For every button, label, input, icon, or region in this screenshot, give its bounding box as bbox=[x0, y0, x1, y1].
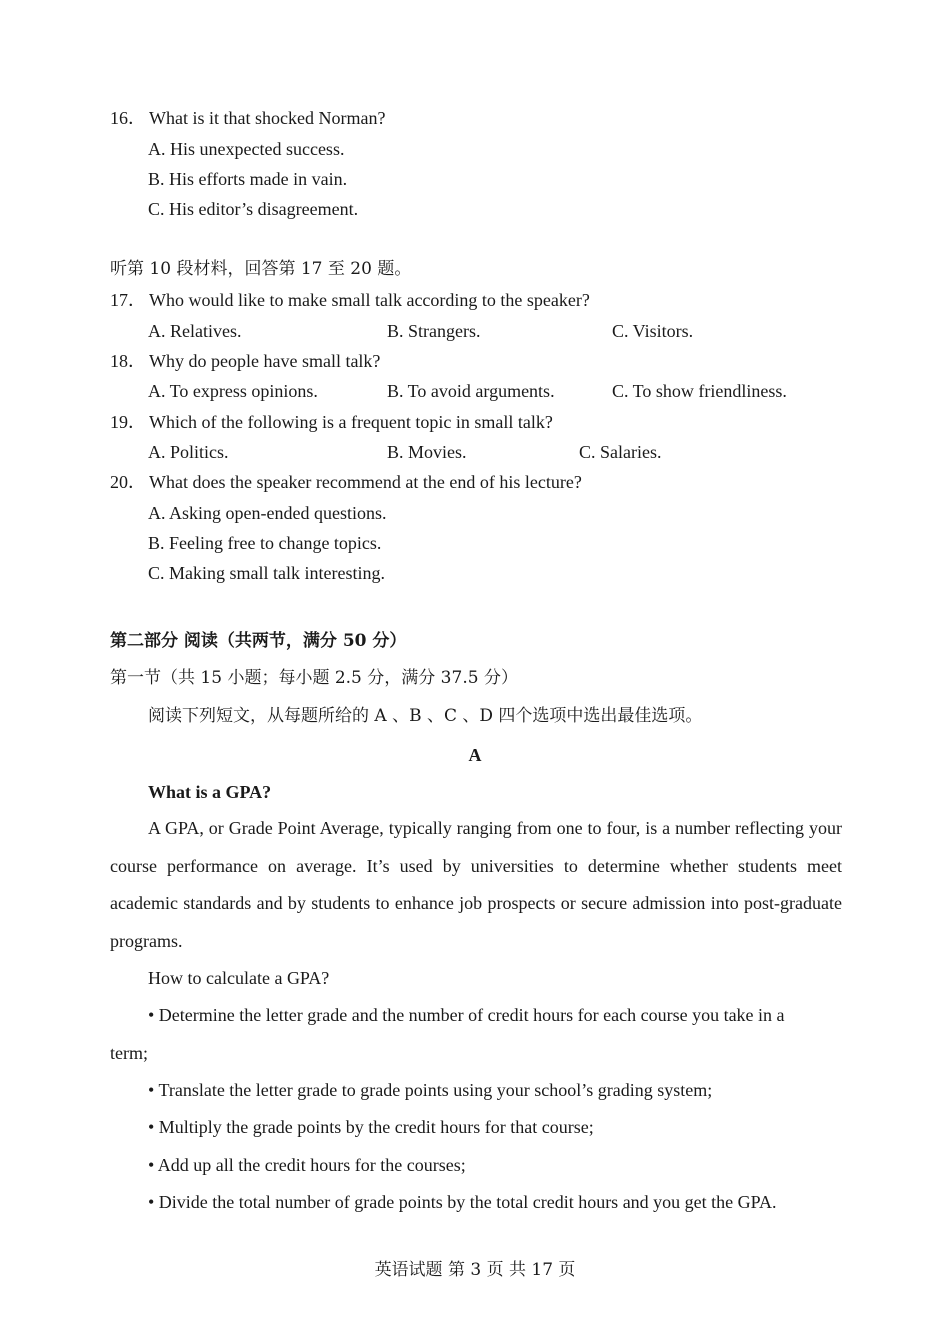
question-number: 18． bbox=[110, 351, 146, 371]
option-a: A. Asking open-ended questions. bbox=[148, 503, 387, 523]
option-b: B. To avoid arguments. bbox=[387, 381, 555, 401]
part-two-title: 第二部分 阅读（共两节，满分 50 分） bbox=[110, 631, 407, 651]
option-b: B. Movies. bbox=[387, 442, 467, 462]
question-number: 20． bbox=[110, 472, 146, 492]
question-number: 17． bbox=[110, 290, 146, 310]
option-c: C. Visitors. bbox=[612, 321, 694, 341]
question-number: 19． bbox=[110, 412, 146, 432]
question-stem: Which of the following is a frequent topic in small talk? bbox=[149, 412, 553, 432]
option-a: A. Relatives. bbox=[148, 321, 242, 341]
option-b: B. Strangers. bbox=[387, 321, 481, 341]
option-b: B. His efforts made in vain. bbox=[148, 169, 348, 189]
section-one-title: 第一节（共 15 小题；每小题 2.5 分，满分 37.5 分） bbox=[110, 668, 518, 688]
reading-instruction: 阅读下列短文，从每题所给的 A 、B 、C 、D 四个选项中选出最佳选项。 bbox=[148, 706, 703, 726]
bullet-item-4: • Add up all the credit hours for the courses; bbox=[148, 1155, 466, 1175]
passage-paragraph: A GPA, or Grade Point Average, typically ranging from one to four, is a number reflecting your course performance on average. It’s used by universities to determine whether students meet academic standards and by students to enhance job prospects or secure admission into post-graduate programs. bbox=[110, 818, 842, 951]
bullet-item-1-continuation: term; bbox=[110, 1043, 148, 1063]
option-c: C. His editor’s disagreement. bbox=[148, 199, 359, 219]
question-number: 16． bbox=[110, 108, 146, 128]
question-stem: Who would like to make small talk according to the speaker? bbox=[149, 290, 590, 310]
option-c: C. To show friendliness. bbox=[612, 381, 787, 401]
question-stem: What does the speaker recommend at the end of his lecture? bbox=[149, 472, 582, 492]
option-c: C. Salaries. bbox=[579, 442, 662, 462]
listening-instruction: 听第 10 段材料，回答第 17 至 20 题。 bbox=[110, 259, 412, 279]
bullet-item-1: • Determine the letter grade and the number of credit hours for each course you take in a bbox=[148, 1005, 785, 1025]
bullet-item-3: • Multiply the grade points by the credit hours for that course; bbox=[148, 1117, 594, 1137]
question-17 bbox=[110, 289, 590, 311]
question-19 bbox=[110, 411, 553, 433]
passage-title: What is a GPA? bbox=[148, 782, 272, 802]
passage-letter: A bbox=[468, 745, 482, 765]
question-20 bbox=[110, 471, 582, 493]
page-footer: 英语试题 第 3 页 共 17 页 bbox=[374, 1260, 576, 1280]
how-to-heading: How to calculate a GPA? bbox=[148, 968, 330, 988]
question-18 bbox=[110, 350, 380, 372]
question-stem: What is it that shocked Norman? bbox=[149, 108, 386, 128]
option-b: B. Feeling free to change topics. bbox=[148, 533, 382, 553]
bullet-item-2: • Translate the letter grade to grade points using your school’s grading system; bbox=[148, 1080, 713, 1100]
question-16 bbox=[110, 107, 385, 129]
option-a: A. To express opinions. bbox=[148, 381, 318, 401]
option-a: A. Politics. bbox=[148, 442, 229, 462]
question-stem: Why do people have small talk? bbox=[149, 351, 381, 371]
option-a: A. His unexpected success. bbox=[148, 139, 345, 159]
bullet-item-5: • Divide the total number of grade points by the total credit hours and you get the GPA. bbox=[148, 1192, 777, 1212]
option-c: C. Making small talk interesting. bbox=[148, 563, 385, 583]
